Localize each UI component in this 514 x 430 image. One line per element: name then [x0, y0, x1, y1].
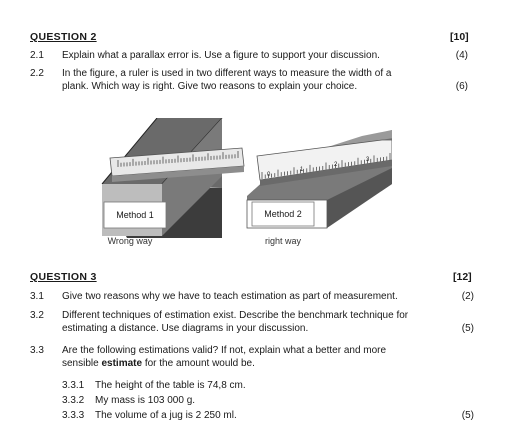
item-text: Give two reasons why we have to teach estimation as part of measurement.	[62, 291, 398, 302]
question-2-total: [10]	[450, 31, 469, 43]
question-3-total: [12]	[453, 271, 472, 283]
sub-item-text: My mass is 103 000 g.	[95, 395, 196, 406]
sub-item-text: The volume of a jug is 2 250 ml.	[95, 410, 237, 421]
item-text: Different techniques of estimation exist. Describe the benchmark technique for	[62, 310, 409, 321]
item-marks: (5)	[461, 323, 474, 334]
ruler-number: 2	[334, 162, 338, 168]
ruler-number: 3	[366, 157, 370, 163]
item-text: sensible estimate for the amount would be.	[62, 358, 255, 369]
item-text: plank. Which way is right. Give two reasons to explain your choice.	[62, 81, 358, 92]
caption-wrong-way: Wrong way	[107, 236, 153, 246]
item-number: 3.1	[30, 291, 44, 302]
sub-item-number: 3.3.2	[62, 395, 85, 406]
sub-item-number: 3.3.3	[62, 410, 85, 421]
item-marks: (2)	[461, 291, 474, 302]
method-1-label: Method 1	[116, 210, 154, 220]
item-marks: (4)	[455, 50, 468, 61]
item-number: 3.2	[30, 310, 44, 321]
question-2-heading: QUESTION 2	[30, 31, 97, 43]
ruler-number: 0	[267, 172, 271, 178]
item-text: estimating a distance. Use diagrams in your discussion.	[62, 323, 309, 334]
item-text: Are the following estimations valid? If not, explain what a better and more	[62, 345, 387, 356]
method-2-label: Method 2	[264, 209, 302, 219]
caption-right-way: right way	[264, 236, 302, 246]
item-marks: (6)	[455, 81, 468, 92]
item-number: 2.1	[30, 50, 44, 61]
item-text: In the figure, a ruler is used in two different ways to measure the width of a	[62, 68, 392, 79]
ruler-measurement-figure	[62, 118, 392, 260]
ruler-number: 1	[300, 167, 304, 173]
item-marks: (5)	[461, 410, 474, 421]
question-3-heading: QUESTION 3	[30, 271, 97, 283]
sub-item-number: 3.3.1	[62, 380, 85, 391]
item-number: 3.3	[30, 345, 44, 356]
sub-item-text: The height of the table is 74,8 cm.	[95, 380, 246, 391]
item-text: Explain what a parallax error is. Use a figure to support your discussion.	[62, 50, 380, 61]
item-number: 2.2	[30, 68, 44, 79]
estimate-emphasis: estimate	[101, 358, 143, 369]
